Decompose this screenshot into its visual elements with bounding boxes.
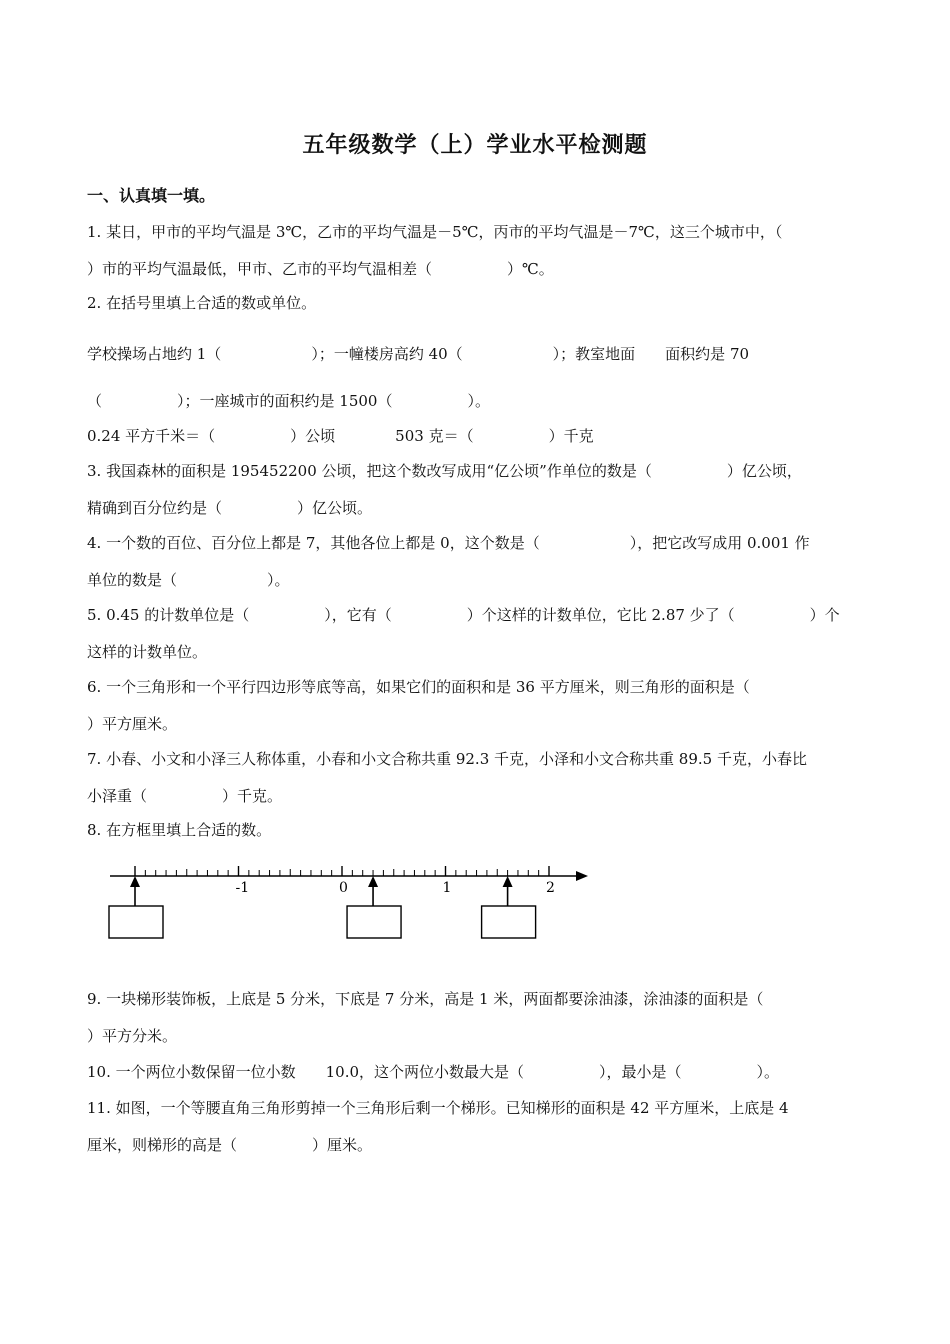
- q2-line-3: （ ）；一座城市的面积约是 1500（ ）。: [87, 392, 490, 410]
- q1-line-2: ）市的平均气温最低，甲市、乙市的平均气温相差（ ）℃。: [87, 260, 554, 278]
- q7-line-1: 7. 小春、小文和小泽三人称体重，小春和小文合称共重 92.3 千克，小泽和小文合称共重 89.5 千克，小春比: [87, 750, 807, 768]
- pointer-arrow-head: [503, 876, 513, 887]
- number-line-svg: [100, 855, 600, 945]
- q6-line-1: 6. 一个三角形和一个平行四边形等底等高，如果它们的面积和是 36 平方厘米，则三角形的面积是（: [87, 678, 750, 696]
- answer-box[interactable]: [347, 906, 401, 938]
- answer-box[interactable]: [109, 906, 163, 938]
- q11-line-2: 厘米，则梯形的高是（ ）厘米。: [87, 1136, 373, 1154]
- page-title: 五年级数学（上）学业水平检测题: [302, 133, 648, 158]
- q5-line-1: 5. 0.45 的计数单位是（ ），它有（ ）个这样的计数单位，它比 2.87 少了（ ）个: [87, 606, 840, 624]
- number-line-label: -1: [235, 880, 250, 896]
- q3-line-1: 3. 我国森林的面积是 195452200 公顷，把这个数改写成用“亿公顷”作单位的数是（ ）亿公顷，: [87, 462, 802, 480]
- q1-line-1: 1. 某日，甲市的平均气温是 3℃，乙市的平均气温是－5℃，丙市的平均气温是－7℃，这三个城市中，（: [87, 223, 783, 241]
- q8-line-1: 8. 在方框里填上合适的数。: [87, 821, 272, 839]
- q2-line-1: 2. 在括号里填上合适的数或单位。: [87, 294, 317, 312]
- q9-line-1: 9. 一块梯形装饰板，上底是 5 分米，下底是 7 分米，高是 1 米，两面都要涂油漆，涂油漆的面积是（: [87, 990, 764, 1008]
- number-line-label: 1: [442, 880, 452, 896]
- q2-line-4: 0.24 平方千米＝（ ）公顷 503 克＝（ ）千克: [87, 427, 594, 445]
- q5-line-2: 这样的计数单位。: [87, 643, 208, 661]
- q10-line-1: 10. 一个两位小数保留一位小数 10.0，这个两位小数最大是（ ），最小是（ ）。: [87, 1063, 780, 1081]
- number-line-figure: [100, 855, 600, 949]
- q4-line-2: 单位的数是（ ）。: [87, 571, 290, 589]
- q2-line-2: 学校操场占地约 1（ ）；一幢楼房高约 40（ ）；教室地面 面积约是 70: [87, 345, 750, 363]
- section-heading: 一、认真填一填。: [87, 186, 216, 205]
- q6-line-2: ）平方厘米。: [87, 715, 178, 733]
- number-line-arrowhead: [576, 871, 588, 881]
- number-line-label: 2: [546, 880, 555, 896]
- q4-line-1: 4. 一个数的百位、百分位上都是 7，其他各位上都是 0，这个数是（ ），把它改写成用 0.001 作: [87, 534, 810, 552]
- q7-line-2: 小泽重（ ）千克。: [87, 787, 283, 805]
- answer-box[interactable]: [482, 906, 536, 938]
- q3-line-2: 精确到百分位约是（ ）亿公顷。: [87, 499, 373, 517]
- q9-line-2: ）平方分米。: [87, 1027, 178, 1045]
- q11-line-1: 11. 如图，一个等腰直角三角形剪掉一个三角形后剩一个梯形。已知梯形的面积是 42 平方厘米，上底是 4: [87, 1099, 789, 1117]
- pointer-arrow-head: [368, 876, 378, 887]
- number-line-label: 0: [339, 880, 348, 896]
- pointer-arrow-head: [130, 876, 140, 887]
